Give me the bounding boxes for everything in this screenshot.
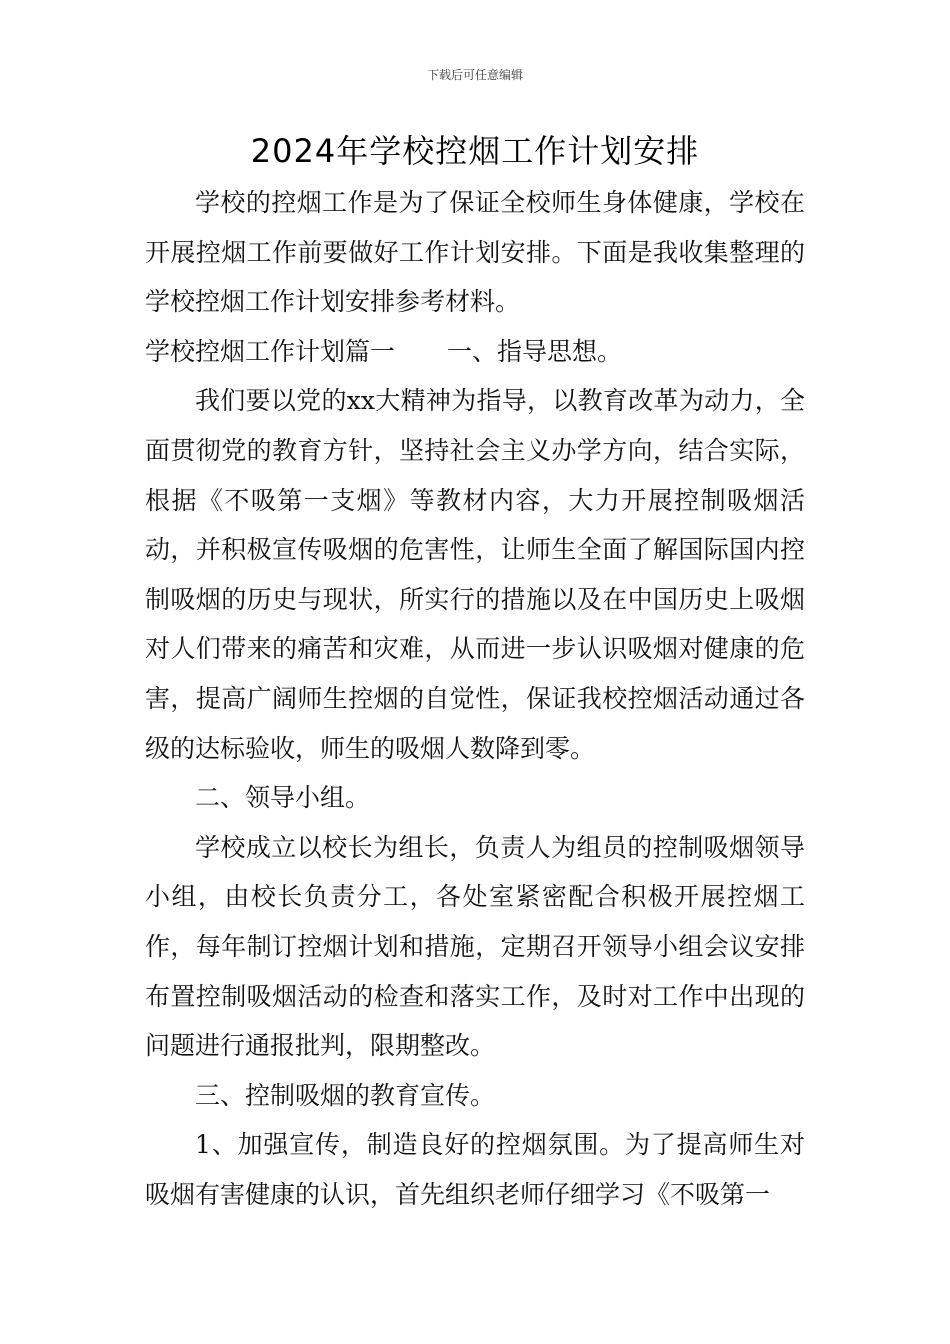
paragraph-leadership-group: 学校成立以校长为组长，负责人为组员的控制吸烟领导小组，由校长负责分工，各处室紧密配合积极开展控烟工作，每年制订控烟计划和措施，定期召开领导小组会议安排布置控制吸烟活动的检查和落实工作，及时对工作中出现的问题进行通报批判，限期整改。 bbox=[145, 832, 805, 1061]
intro-paragraph: 学校的控烟工作是为了保证全校师生身体健康，学校在开展控烟工作前要做好工作计划安排。下面是我收集整理的学校控烟工作计划安排参考材料。 bbox=[145, 188, 805, 317]
heading-education-publicity: 三、控制吸烟的教育宣传。 bbox=[195, 1080, 496, 1110]
paragraph-item-1: 1、加强宣传，制造良好的控烟氛围。为了提高师生对吸烟有害健康的认识，首先组织老师仔细学习《不吸第一 bbox=[145, 1130, 805, 1209]
section-label: 学校控烟工作计划篇一 bbox=[145, 336, 396, 366]
heading-guiding-thought: 一、指导思想。 bbox=[447, 336, 623, 366]
heading-leadership-group: 二、领导小组。 bbox=[195, 783, 371, 813]
paragraph-guiding-thought: 我们要以党的xx大精神为指导，以教育改革为动力，全面贯彻党的教育方针，坚持社会主义办学方向，结合实际，根据《不吸第一支烟》等教材内容，大力开展控制吸烟活动，并积极宣传吸烟的危害性，让师生全面了解国际国内控制吸烟的历史与现状，所实行的措施以及在中国历史上吸烟对人们带来的痛苦和灾难，从而进一步认识吸烟对健康的危害，提高广阔师生控烟的自觉性，保证我校控烟活动通过各级的达标验收，师生的吸烟人数降到零。 bbox=[145, 386, 805, 763]
document-title: 2024年学校控烟工作计划安排 bbox=[250, 132, 700, 170]
section-line bbox=[145, 327, 805, 377]
header-note: 下载后可任意编辑 bbox=[426, 68, 523, 82]
document-body bbox=[145, 178, 805, 1219]
